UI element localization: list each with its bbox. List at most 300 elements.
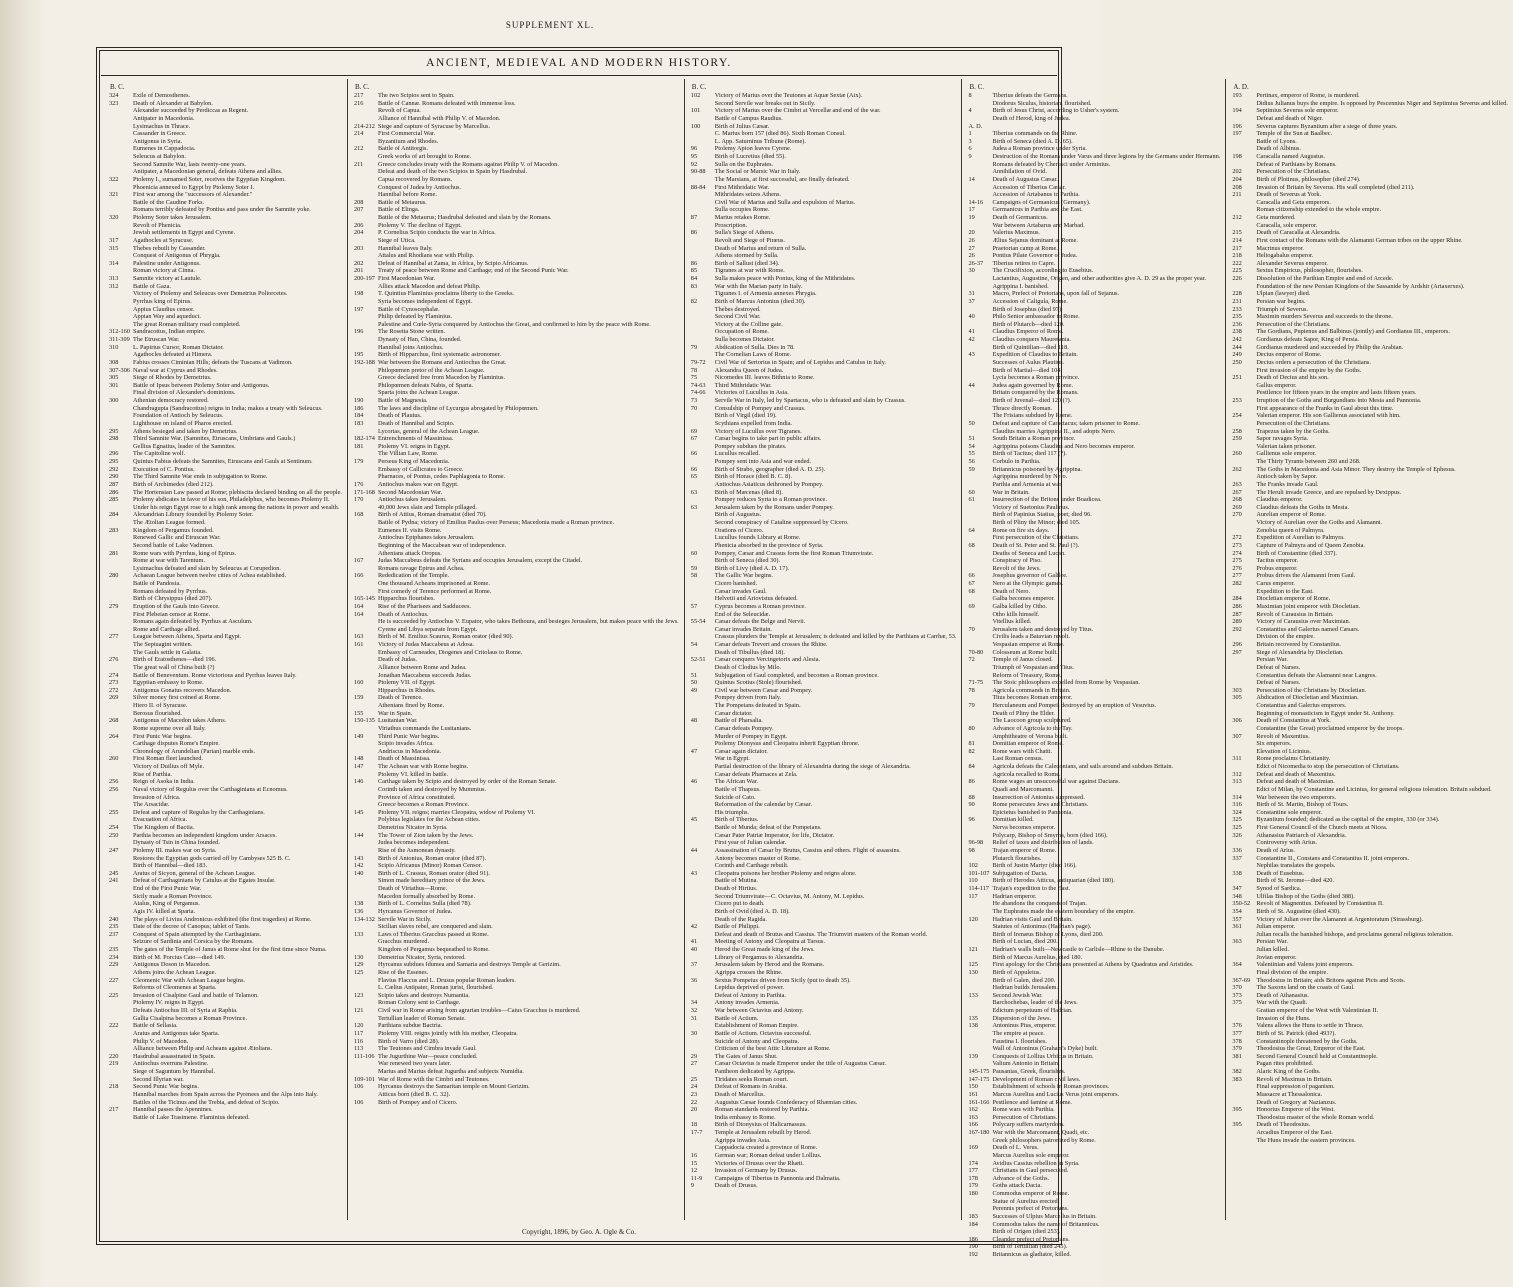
entry-year	[690, 855, 715, 863]
timeline-entry	[690, 618, 957, 626]
entry-list	[353, 92, 679, 1106]
entry-year	[967, 1198, 992, 1206]
timeline-entry	[967, 237, 1220, 245]
entry-event: Expedition of Aurelian to Palmyra.	[1256, 534, 1345, 542]
entry-year	[967, 931, 992, 939]
entry-event: Reformation of the calendar by Cæsar.	[714, 801, 813, 809]
timeline-entry	[108, 778, 342, 786]
timeline-entry	[690, 123, 957, 131]
entry-year	[1231, 1015, 1256, 1023]
entry-year: 58	[690, 572, 698, 580]
timeline-entry	[353, 618, 679, 626]
timeline-entry	[353, 275, 679, 283]
entry-event: Alexander Severus emperor.	[1256, 259, 1328, 267]
entry-year	[967, 557, 992, 565]
entry-year: 295	[109, 427, 119, 435]
entry-event: Claudius conquers Mauretania.	[992, 336, 1071, 343]
timeline-entry	[353, 885, 679, 893]
entry-event: Rededication of the Temple.	[377, 572, 450, 580]
entry-year	[108, 588, 133, 596]
timeline-entry	[967, 389, 1220, 397]
entry-event: Epictetus banished to Pannonia.	[992, 808, 1073, 816]
timeline-entry	[108, 839, 342, 847]
page-binding-shadow	[0, 0, 46, 1287]
entry-year	[1231, 145, 1256, 153]
entry-year	[1231, 1007, 1256, 1015]
entry-year	[1231, 664, 1256, 672]
timeline-entry	[353, 222, 679, 230]
timeline-entry	[353, 161, 679, 169]
timeline-entry	[108, 1030, 342, 1038]
entry-year	[353, 977, 378, 985]
timeline-entry	[967, 1152, 1220, 1160]
entry-year	[353, 283, 378, 291]
entry-year	[967, 359, 992, 367]
timeline-entry	[353, 771, 679, 779]
entry-year: 1	[968, 130, 972, 138]
entry-year	[353, 450, 378, 458]
entry-year	[353, 344, 378, 352]
timeline-entry	[1231, 1038, 1508, 1046]
entry-event: The Gauls settle in Galatia.	[133, 648, 202, 656]
entry-event: Cæsar defeats Treveri and crosses the Rhine.	[714, 641, 828, 648]
entry-event: Alexander succeeded by Perdiccas as Regent.	[133, 107, 249, 115]
entry-event: Defeat of Carthaginians by Catulus at the Egates Insulæ.	[133, 877, 276, 885]
entry-event: Defeat and capture of Regulus by the Carthaginians.	[133, 808, 265, 816]
entry-event: Birth of Martial—died 104.	[992, 366, 1063, 374]
entry-event: Gordianus murdered and succeeded by Philip the Arabian.	[1256, 343, 1404, 351]
entry-event: Pharnaces, of Pontus, cedes Paphlagonia to Rome.	[377, 473, 506, 481]
entry-year	[1231, 877, 1256, 885]
timeline-entry	[108, 511, 342, 519]
entry-event: Cleander prefect of Pretorians.	[992, 1235, 1070, 1243]
entry-year: 176	[353, 480, 364, 488]
timeline-entry	[108, 191, 342, 199]
entry-year	[1231, 740, 1256, 748]
entry-year: 144	[353, 831, 364, 839]
entry-event: Final suppression of paganism.	[1256, 1083, 1335, 1091]
entry-event: Hannibal joins Antiochus.	[377, 343, 444, 351]
timeline-entry	[967, 908, 1220, 916]
entry-year: 55-54	[690, 618, 706, 626]
timeline-entry	[690, 999, 957, 1007]
entry-year	[690, 138, 715, 146]
entry-year	[353, 626, 378, 634]
entry-year: 228	[1232, 290, 1242, 298]
entry-event: Statue of Aurelius erected.	[992, 1197, 1060, 1205]
entry-event: End of the First Punic War.	[133, 885, 202, 892]
entry-year	[353, 847, 378, 855]
timeline-entry	[690, 839, 957, 847]
entry-event: Cleopatra poisons her brother Ptolemy and reigns alone.	[714, 869, 857, 877]
entry-event: Criticism of the best Attic Literature at Rome.	[714, 1045, 831, 1053]
timeline-entry	[690, 1030, 957, 1038]
entry-event: Second battle of Lake Vadimon.	[133, 541, 214, 549]
timeline-entry	[353, 313, 679, 321]
entry-year: 180	[968, 1190, 978, 1197]
timeline-entry	[108, 313, 342, 321]
timeline-entry	[108, 405, 342, 413]
timeline-entry	[967, 466, 1220, 474]
timeline-entry	[1231, 1083, 1508, 1091]
timeline-entry	[690, 588, 957, 596]
entry-event: Allies attack Macedon and defeat Philip.	[377, 282, 481, 290]
entry-event: Carthage disputes Rome's Empire.	[133, 740, 220, 748]
entry-event: First Commercial War.	[377, 130, 436, 138]
entry-year	[690, 755, 715, 763]
entry-year	[108, 290, 133, 298]
entry-event: Quintus Scotius (Stole) flourished.	[714, 679, 803, 687]
entry-event: Defeat of Antony in Parthia.	[714, 991, 786, 999]
entry-event: Battle of Elinga.	[377, 206, 420, 214]
entry-event: Victory of Ptolemy and Seleucus over Demetrius Poliorcetes.	[133, 290, 288, 298]
entry-year	[967, 374, 992, 382]
timeline-entry	[967, 870, 1220, 878]
entry-event: Decius orders a persecution of the Christians.	[1256, 358, 1371, 366]
timeline-entry	[967, 1076, 1220, 1084]
timeline-entry	[967, 832, 1220, 840]
entry-event: First Punic War begins.	[133, 732, 192, 740]
entry-event: Ptolemy V. The decline of Egypt.	[377, 221, 462, 229]
timeline-entry	[353, 298, 679, 306]
timeline-entry	[690, 336, 957, 344]
timeline-entry	[1231, 954, 1508, 962]
entry-event: The Gates of Janus Shut.	[714, 1052, 778, 1060]
entry-year: 274	[109, 671, 119, 679]
entry-event: Appian Way and aqueduct.	[133, 313, 201, 321]
timeline-entry	[353, 359, 679, 367]
timeline-entry	[690, 1022, 957, 1030]
entry-event: First contact of the Romans with the Alamanni German tribes on the upper Rhine.	[1256, 236, 1463, 244]
timeline-entry	[967, 443, 1220, 451]
entry-event: Romans defeated by Cherusci under Arminius.	[992, 160, 1111, 168]
timeline-entry	[353, 534, 679, 542]
entry-event: Establishment of Roman Empire.	[714, 1022, 799, 1030]
timeline-entry	[690, 473, 957, 481]
entry-event: Maximin murders Severus and succeeds to the throne.	[1256, 313, 1393, 321]
entry-event: Lysimachus defeated and slain by Seleucus at Corupedion.	[133, 564, 281, 572]
timeline-entry	[967, 527, 1220, 535]
entry-event: Birth of Plutarch—died 120.	[992, 320, 1065, 328]
entry-year	[967, 717, 992, 725]
entry-event: The Cornelian Laws of Rome.	[714, 351, 792, 359]
entry-year	[1231, 786, 1256, 794]
entry-year: 100	[690, 122, 701, 130]
entry-event: Death of Decius and his son.	[1256, 374, 1329, 382]
timeline-entry	[967, 367, 1220, 375]
entry-year: 44	[690, 846, 698, 854]
timeline-entry	[690, 92, 957, 100]
entry-event: The Villian Law, Rome.	[377, 450, 439, 458]
timeline-entry	[353, 832, 679, 840]
timeline-entry	[108, 999, 342, 1007]
content-frame	[96, 47, 1508, 1258]
entry-event: Civil War of Marius and Sulla and expulsion of Marius.	[714, 198, 856, 206]
entry-year: 79	[968, 702, 975, 709]
entry-year: 22	[690, 1098, 698, 1106]
timeline-entry	[967, 260, 1220, 268]
entry-year: 116	[353, 1037, 364, 1045]
entry-event: Hadrian's walls built—Newcastle to Carlisle—Rhine to the Danube.	[992, 946, 1165, 953]
timeline-entry	[690, 611, 957, 619]
timeline-entry	[690, 755, 957, 763]
timeline-entry	[1231, 877, 1508, 885]
entry-event: Battle of the Metaurus; Hasdrubal defeated and slain by the Romans.	[377, 214, 552, 221]
timeline-entry	[690, 115, 957, 123]
entry-year	[353, 527, 378, 535]
entry-event: Cæsar defeats Pharnaces at Zela.	[714, 770, 798, 778]
entry-year	[353, 816, 378, 824]
entry-event: Irruption of the Goths and Burgundians into Mesia and Pannonia.	[1256, 397, 1422, 404]
timeline-entry	[1231, 603, 1508, 611]
entry-event: Defeats Antiochus III. of Syria at Raphia.	[133, 1007, 238, 1014]
entry-year: 96	[968, 816, 975, 824]
entry-event: Revolt of Magnentius. Defeated by Constantius II.	[1256, 900, 1384, 908]
entry-event: Judea becomes independent.	[377, 839, 450, 847]
entry-event: Wall of Antoninus (Graham's Dyke) built.	[992, 1045, 1098, 1053]
entry-event: Antiochus takes Jerusalem.	[377, 496, 447, 504]
timeline-entry	[1231, 588, 1508, 596]
entry-year	[353, 1060, 378, 1068]
entry-event: Athenians fined by Rome.	[377, 702, 445, 709]
entry-event: Decius emperor of Rome.	[1256, 351, 1322, 359]
timeline-entry	[690, 847, 957, 855]
timeline-entry	[1231, 450, 1508, 458]
timeline-entry	[690, 557, 957, 565]
entry-event: Death of Clodius by Milo.	[714, 663, 782, 671]
entry-event: Invasion of Germany by Drusus.	[714, 1167, 798, 1175]
timeline-entry	[108, 862, 342, 870]
entry-year: 306	[1232, 717, 1242, 725]
entry-event: Death of Hannibal and Scipio.	[377, 419, 455, 427]
entry-year: 270	[1232, 511, 1242, 519]
entry-year: 286	[1232, 602, 1242, 610]
entry-year: 20	[690, 1106, 698, 1114]
timeline-entry	[690, 855, 957, 863]
timeline-entry	[108, 664, 342, 672]
timeline-entry	[967, 931, 1220, 939]
timeline-entry	[353, 595, 679, 603]
entry-year: 314	[1232, 793, 1242, 801]
entry-event: Lucullus founds Library at Rome.	[714, 534, 801, 542]
entry-year	[108, 1015, 133, 1023]
entry-event: Birth of St. Patrick (died 493?).	[1256, 1029, 1336, 1037]
entry-year	[353, 534, 378, 542]
entry-event: Battle of Thapsus.	[714, 785, 761, 793]
timeline-entry	[690, 252, 957, 260]
timeline-entry	[690, 794, 957, 802]
entry-event: Siege of Utica.	[377, 236, 416, 244]
page-title: ANCIENT, MEDIEVAL AND MODERN HISTORY.	[426, 57, 732, 69]
entry-year: 235	[109, 946, 119, 953]
entry-event: Agricola defeats the Caledonians, and sails around and subdues Britain.	[992, 763, 1174, 770]
entry-event: Greece becomes a Roman Province.	[377, 801, 470, 809]
entry-year: 54	[690, 641, 698, 648]
entry-event: Defeat and death of Maxentius.	[1256, 770, 1336, 778]
entry-year	[967, 977, 992, 985]
timeline-entry	[353, 588, 679, 596]
entry-event: Eumenes II. visits Rome.	[377, 526, 442, 534]
timeline-entry	[1231, 893, 1508, 901]
timeline-entry	[967, 580, 1220, 588]
entry-year: 95	[690, 153, 698, 160]
entry-year	[967, 115, 992, 123]
entry-event: The laws and discipline of Lycurgus abrogated by Philopœmen.	[377, 404, 539, 412]
entry-year: 295	[109, 458, 119, 465]
entry-year: 316	[1232, 801, 1242, 809]
entry-year	[353, 748, 378, 756]
timeline-entry	[108, 824, 342, 832]
timeline-entry	[1231, 809, 1508, 817]
entry-year	[690, 786, 715, 794]
timeline-entry	[108, 1068, 342, 1076]
timeline-entry	[1231, 633, 1508, 641]
entry-year: 34	[690, 999, 698, 1007]
entry-event: Jerusalem taken and destroyed by Titus.	[992, 625, 1094, 633]
entry-year: 26	[968, 252, 975, 260]
entry-event: Antigonus Doson in Macedon.	[133, 961, 211, 969]
timeline-entry	[108, 717, 342, 725]
entry-event: Final division of Alexander's dominions.	[133, 389, 236, 397]
entry-event: Valerian emperor. His son Gallienus associated with him.	[1256, 412, 1401, 420]
entry-event: The Gordians, Pupienus and Balbinus (jointly) and Gordianus III., emperors.	[1256, 328, 1450, 336]
entry-event: Ælius Sejanus dominant at Rome.	[992, 236, 1078, 244]
entry-event: War with the Quadi.	[1256, 999, 1308, 1007]
timeline-entry	[690, 1144, 957, 1152]
entry-year	[1231, 1137, 1256, 1145]
timeline-entry	[690, 832, 957, 840]
timeline-entry	[967, 275, 1220, 283]
timeline-entry	[690, 1038, 957, 1046]
timeline-entry	[967, 717, 1220, 725]
entry-year: 192	[968, 1251, 978, 1258]
timeline-entry	[1231, 435, 1508, 443]
entry-year	[108, 1038, 133, 1046]
timeline-entry	[690, 298, 957, 306]
entry-year: 237	[109, 930, 119, 938]
entry-year: 102	[690, 92, 701, 99]
entry-event: Victories of Drusus over the Rhæti.	[714, 1159, 804, 1167]
timeline-entry	[353, 778, 679, 786]
entry-year	[108, 702, 133, 710]
timeline-entry	[108, 123, 342, 131]
timeline-entry	[108, 458, 342, 466]
timeline-entry	[108, 885, 342, 893]
entry-year: 268	[109, 717, 119, 725]
timeline-column-2	[348, 79, 685, 1220]
timeline-entry	[353, 839, 679, 847]
entry-year	[967, 1038, 992, 1046]
timeline-entry	[967, 92, 1220, 100]
entry-event: Meeting of Antony and Cleopatra at Tarsus.	[714, 938, 825, 946]
entry-event: Successes of Ulpius Marcellus in Britain.	[992, 1212, 1097, 1220]
entry-year	[1231, 710, 1256, 718]
timeline-entry	[967, 1213, 1220, 1221]
entry-event: Gracchus murdered.	[377, 938, 430, 946]
entry-year	[108, 206, 133, 214]
entry-year	[353, 771, 378, 779]
entry-event: Defeat and death of Niger.	[1256, 114, 1323, 122]
entry-year: 15	[690, 1159, 698, 1167]
timeline-entry	[353, 191, 679, 199]
timeline-entry	[353, 344, 679, 352]
timeline-entry	[967, 100, 1220, 108]
timeline-entry	[353, 435, 679, 443]
entry-year	[690, 733, 715, 741]
entry-year: 130	[968, 968, 978, 976]
entry-event: Birth of Pompey and of Cicero.	[377, 1098, 458, 1106]
entry-year: 234	[109, 953, 119, 961]
timeline-entry	[967, 435, 1220, 443]
timeline-entry	[1231, 672, 1508, 680]
timeline-entry	[108, 679, 342, 687]
timeline-entry	[690, 679, 957, 687]
entry-event: Birth of Tertullian (died 245).	[992, 1243, 1068, 1251]
timeline-entry	[690, 694, 957, 702]
entry-year	[967, 984, 992, 992]
timeline-entry	[108, 214, 342, 222]
entry-year	[108, 893, 133, 901]
entry-year: 150-135	[353, 717, 375, 725]
entry-event: Capture of Palmyra and of Queen Zenobia.	[1256, 541, 1365, 549]
entry-event: The Frisians subdued by Rome.	[992, 412, 1073, 420]
entry-year	[690, 595, 715, 603]
entry-year	[967, 641, 992, 649]
entry-event: Suicide of Antony and Cleopatra.	[714, 1037, 799, 1045]
entry-year: 66	[690, 465, 698, 473]
entry-year: 26-37	[968, 259, 984, 267]
entry-event: Pestilence for fifteen years in the empire and lasts fifteen years.	[1256, 389, 1417, 397]
timeline-entry	[108, 946, 342, 954]
entry-event: The Thirty Tyrants between 260 and 268.	[1256, 458, 1361, 465]
entry-year: 163	[968, 1113, 978, 1121]
entry-year	[108, 351, 133, 359]
timeline-entry	[690, 1045, 957, 1053]
timeline-entry	[1231, 862, 1508, 870]
timeline-entry	[353, 847, 679, 855]
timeline-entry	[108, 1114, 342, 1122]
entry-event: Ptolemy Dionysus and Cleopatra inherit Egyptian throne.	[714, 740, 860, 748]
entry-event: Revolt and Siege of Piræus.	[714, 236, 785, 244]
timeline-entry	[353, 550, 679, 558]
entry-year	[353, 550, 378, 558]
entry-event: Deaths of Seneca and Lucan.	[992, 549, 1066, 557]
entry-year: 43	[968, 351, 975, 359]
timeline-entry	[690, 138, 957, 146]
entry-year: 30	[690, 1029, 698, 1037]
entry-event: Reign of Asoka in India.	[133, 778, 195, 786]
timeline-entry	[353, 672, 679, 680]
entry-year	[967, 565, 992, 573]
entry-year: 287	[109, 480, 119, 488]
timeline-entry	[108, 1091, 342, 1099]
timeline-entry	[108, 519, 342, 527]
entry-year: 102	[968, 862, 978, 870]
timeline-entry	[1231, 717, 1508, 725]
entry-year: 45	[690, 816, 698, 824]
entry-year	[690, 893, 715, 901]
entry-year	[1231, 161, 1256, 169]
timeline-entry	[690, 351, 957, 359]
entry-event: The Third Samnite War ends in subjugation to Rome.	[133, 473, 268, 481]
entry-event: Birth of Papinius Statius, poet; died 96.	[992, 511, 1092, 519]
timeline-entry	[967, 778, 1220, 786]
entry-event: Demetrius Nicator in Syria.	[377, 824, 448, 831]
entry-event: Hyrcanus subdues Idumea and Samaria and destroys Temple at Gerizim.	[377, 961, 561, 969]
entry-event: Attalus and Rhodians war with Philip.	[377, 252, 475, 260]
entry-event: Antigonus in Syria.	[133, 137, 183, 145]
entry-event: Execution of C. Pontius.	[133, 465, 195, 473]
